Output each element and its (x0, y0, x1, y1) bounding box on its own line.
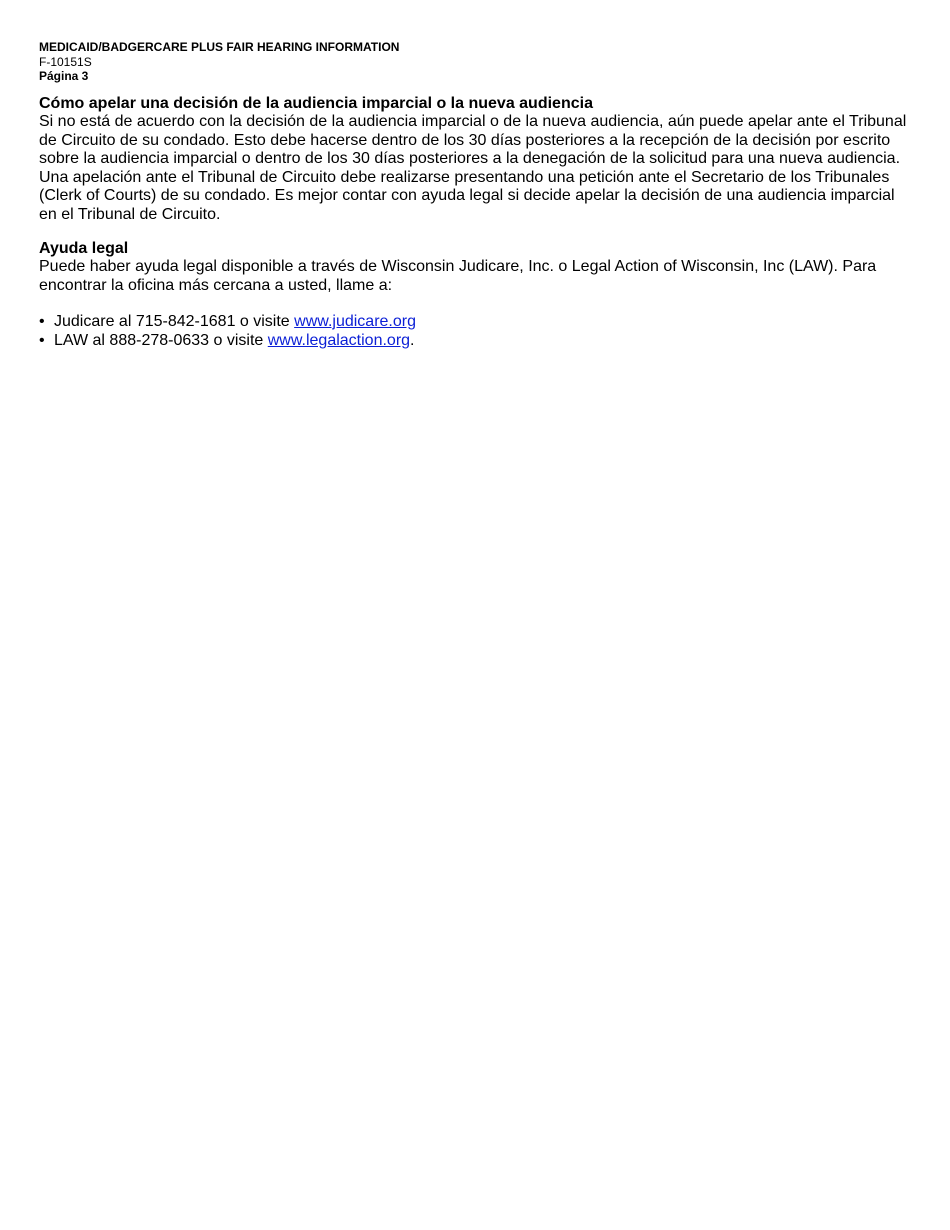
contact-list (39, 313, 909, 350)
contact-description: Judicare al 715-842-1681 o visite (54, 313, 295, 330)
contact-text (54, 313, 416, 332)
bullet-icon: • (39, 313, 45, 330)
legalaction-link[interactable]: www.legalaction.org (267, 331, 411, 349)
judicare-link[interactable]: www.judicare.org (294, 313, 416, 330)
document-title: MEDICAID/BADGERCARE PLUS FAIR HEARING INFORMATION (39, 40, 400, 54)
document-page (39, 40, 909, 350)
contact-description: LAW al 888-278-0633 o visite (54, 331, 268, 349)
appeal-paragraph: Si no está de acuerdo con la decisión de la audiencia imparcial o de la nueva audiencia, aún puede apelar ante el Tribunal de Circuito de su condado. Esto debe hacerse dentro de los 30 días posteriores a la recepción de la decisión por escrito sobre la audiencia imparcial o dentro de los 30 días posteriores a la denegación de la solicitud para una nueva audiencia. Una apelación ante el Tribunal de Circuito debe realizarse presentando una petición ante el Secretario de los Tribunales (Clerk of Courts) de su condado. Es mejor contar con ayuda legal si decide apelar la decisión de una audiencia imparcial en el Tribunal de Circuito. (39, 113, 907, 223)
form-number: F-10151S (39, 55, 92, 69)
legal-help-paragraph: Puede haber ayuda legal disponible a través de Wisconsin Judicare, Inc. o Legal Action of Wisconsin, Inc (LAW). Para encontrar la oficina más cercana a usted, llame a: (39, 258, 877, 294)
list-item-law (39, 332, 909, 351)
appeal-heading: Cómo apelar una decisión de la audiencia imparcial o la nueva audiencia (39, 95, 593, 112)
page-number: Página 3 (39, 69, 89, 83)
list-item-judicare (39, 313, 909, 332)
contact-text (54, 332, 415, 351)
contact-suffix: . (410, 331, 415, 349)
bullet-icon: • (39, 331, 45, 349)
legal-help-heading: Ayuda legal (39, 240, 129, 257)
